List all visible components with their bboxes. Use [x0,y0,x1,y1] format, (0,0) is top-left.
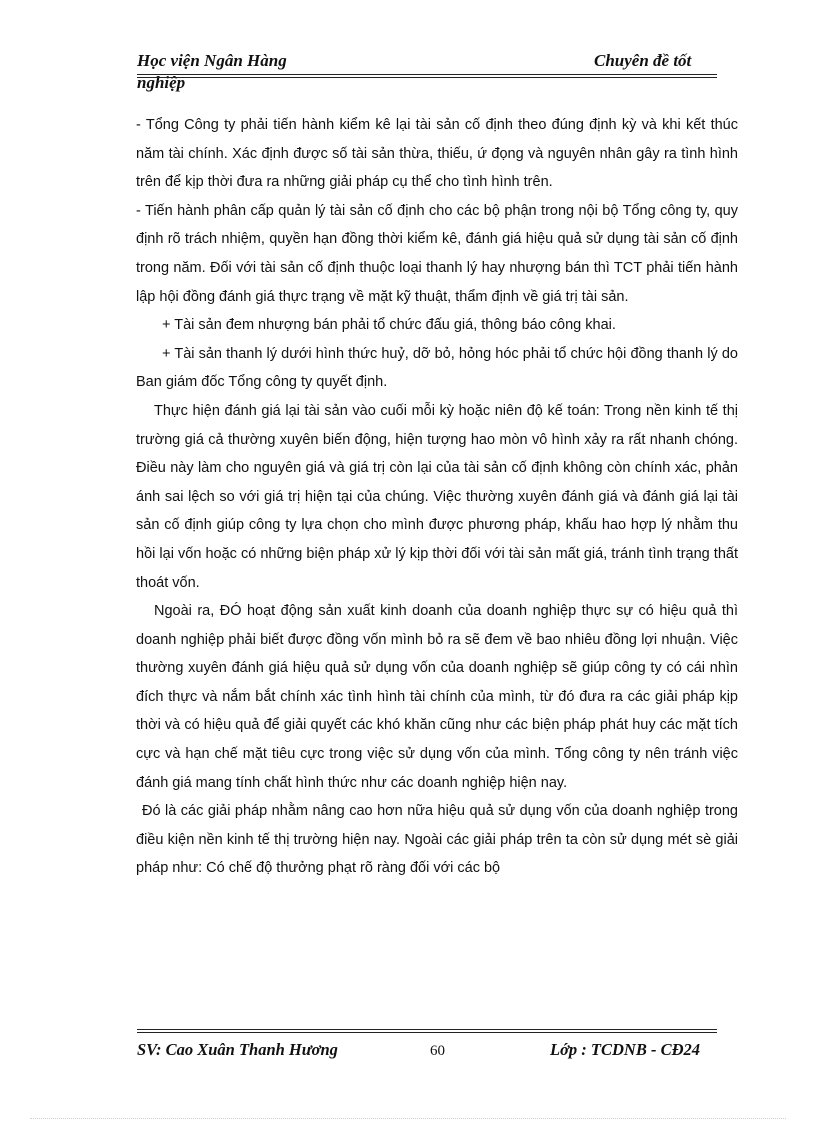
page-number: 60 [430,1043,445,1059]
header-institution-line2: nghiệp [137,73,186,92]
footer-class: Lớp : TCDNB - CĐ24 [550,1040,701,1059]
footer-rule-bottom [137,1032,717,1033]
header-rule-bottom [137,77,717,78]
paragraph-6: Ngoài ra, ĐÓ hoạt động sản xuất kinh doanh của doanh nghiệp thực sự có hiệu quả thì doanh nghiệp phải biết được đồng vốn mình bỏ ra sẽ đem về bao nhiêu đồng lợi nhuận. Việc thường xuyên đánh giá hiệu quả sử dụng vốn của doanh nghiệp sẽ giúp công ty có cái nhìn đích thực và nắm bắt chính xác tình hình tài chính của mình, từ đó đưa ra các giải pháp kịp thời và có hiệu quả để giải quyết các khó khăn cũng như các biện pháp phát huy các mặt tích cực và hạn chế mặt tiêu cực trong việc sử dụng vốn của mình. Tổng công ty nên tránh việc đánh giá mang tính chất hình thức như các doanh nghiệp hiện nay. [136,603,738,791]
paragraph-1: - Tổng Công ty phải tiến hành kiểm kê lại tài sản cố định theo đúng định kỳ và khi kết thúc năm tài chính. Xác định được số tài sản thừa, thiếu, ứ đọng và nguyên nhân gây ra tình hình trên để kịp thời đưa ra những giải pháp cụ thể cho tình hình trên. [136,117,738,191]
header-doc-type: Chuyên đề tốt [594,51,692,70]
body-text [136,111,738,883]
paragraph-7: Đó là các giải pháp nhằm nâng cao hơn nữa hiệu quả sử dụng vốn của doanh nghiệp trong điều kiện nền kinh tế thị trường hiện nay. Ngoài các giải pháp trên ta còn sử dụng mét sè giải pháp như: Có chế độ thưởng phạt rõ ràng đối với các bộ [136,803,738,877]
footer-rule-top [137,1029,717,1030]
paragraph-4: + Tài sản thanh lý dưới hình thức huỷ, dỡ bỏ, hỏng hóc phải tổ chức hội đồng thanh lý do Ban giám đốc Tổng công ty quyết định. [136,345,738,391]
page-edge-divider [30,1118,786,1119]
header-rule-top [137,74,717,75]
header-institution [137,50,337,94]
footer-student: SV: Cao Xuân Thanh Hương [137,1040,338,1059]
paragraph-3: + Tài sản đem nhượng bán phải tổ chức đấu giá, thông báo công khai. [162,317,616,334]
header-institution-line1: Học viện Ngân Hàng [137,51,287,70]
paragraph-2: - Tiến hành phân cấp quản lý tài sản cố định cho các bộ phận trong nội bộ Tổng công ty, quy định rõ trách nhiệm, quyền hạn đồng thời kiểm kê, đánh giá hiệu quả sử dụng tài sản cố định trong năm. Đối với tài sản cố định thuộc loại thanh lý hay nhượng bán thì TCT phải tiến hành lập hội đồng đánh giá thực trạng về mặt kỹ thuật, thẩm định về giá trị tài sản. [136,202,738,305]
paragraph-5: Thực hiện đánh giá lại tài sản vào cuối mỗi kỳ hoặc niên độ kế toán: Trong nền kinh tế thị trường giá cả thường xuyên biến động, hiện tượng hao mòn vô hình xảy ra rất nhanh chóng. Điều này làm cho nguyên giá và giá trị còn lại của tài sản cố định không còn chính xác, phản ánh sai lệch so với giá trị hiện tại của chúng. Việc thường xuyên đánh giá và đánh giá lại tài sản cố định giúp công ty lựa chọn cho mình được phương pháp, khấu hao hợp lý nhằm thu hồi lại vốn hoặc có những biện pháp xử lý kịp thời đối với tài sản mất giá, tránh tình trạng thất thoát vốn. [136,402,738,591]
